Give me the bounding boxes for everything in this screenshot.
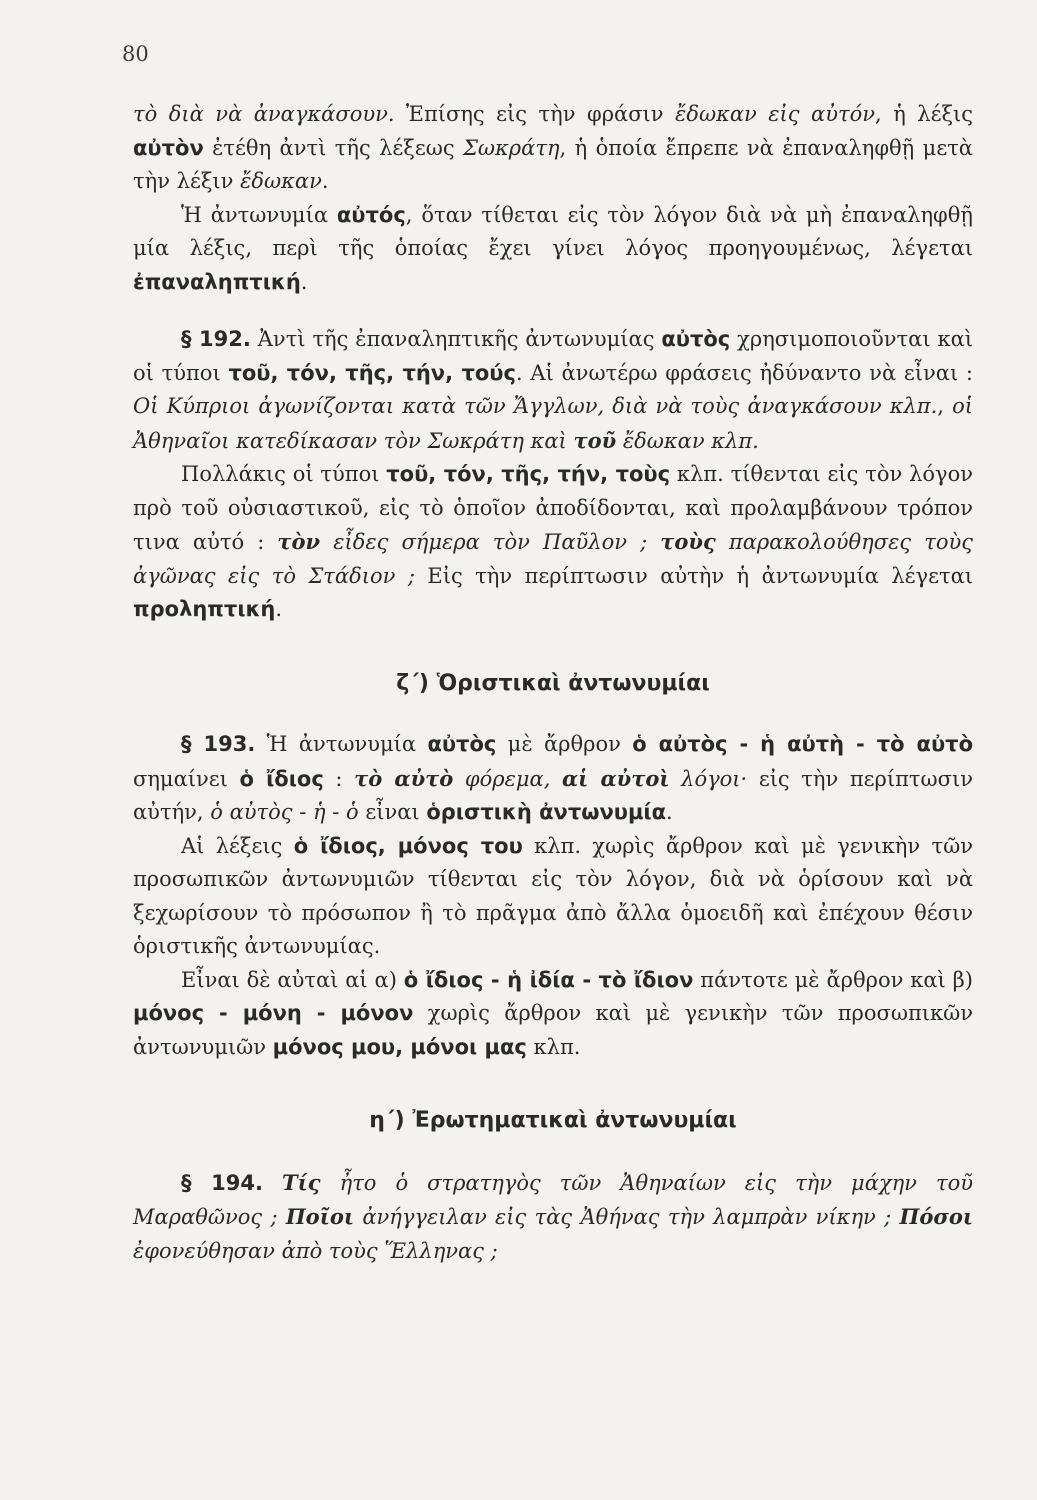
bold-term: ὁ αὐτὸς - ἡ αὐτὴ - τὸ αὐτὸ — [632, 732, 973, 756]
bold-term: τοῦ, τόν, τῆς, τήν, τοὺς — [386, 462, 671, 486]
text: , ἡ ὁποία ἔπρεπε νὰ ἐπαναληφθῇ μετὰ τὴν λέξιν — [133, 135, 973, 193]
text: Πολλάκις οἱ τύποι — [181, 462, 387, 486]
text: : — [323, 766, 355, 791]
text: Αἱ λέξεις — [181, 833, 294, 858]
section-number: § 192. — [181, 327, 251, 351]
text: πάντοτε μὲ ἄρθρον καὶ β) — [693, 967, 973, 992]
example: ἐφονεύθησαν ἀπὸ τοὺς Ἕλληνας ; — [133, 1238, 498, 1263]
bold-term: αὐτὸν — [133, 135, 204, 160]
bold-term: ὁ ἴδιος, μόνος του — [293, 833, 523, 858]
text: κλπ. τίθενται εἰς τὸν λόγον πρὸ τοῦ οὐσιαστικοῦ, εἰς τὸ ὁποῖον ἀποδίδονται, καὶ προλαμβάνουν τρόπον τινα αὐτό : — [133, 462, 973, 554]
bold-term: αὐτός — [336, 202, 406, 227]
section-heading-zeta: ζ΄) Ὁριστικαὶ ἀντωνυμίαι — [396, 670, 710, 696]
section-number: § 194. — [181, 1170, 263, 1195]
text: Ἡ ἀντωνυμία — [255, 732, 428, 756]
bold-term: μόνος - μόνη - μόνον — [133, 1001, 414, 1025]
text: . — [321, 169, 329, 193]
text: κλπ. — [526, 1034, 581, 1059]
section-number: § 193. — [181, 732, 256, 756]
text: . — [275, 597, 283, 621]
bold-term: τοὺς — [660, 529, 716, 554]
text: . — [666, 800, 673, 824]
text: , — [937, 394, 953, 418]
paragraph-section-192 — [133, 323, 973, 458]
bold-term: αὐτὸς — [427, 732, 497, 756]
example: παρακολούθησες τοὺς ἀγῶνας εἰς τὸ Στάδιον ; — [133, 530, 974, 588]
bold-term: ἐπαναληπτική — [133, 269, 301, 294]
example: ἦτο ὁ στρατηγὸς τῶν Ἀθηναίων εἰς τὴν μάχην τοῦ Μαραθῶνος ; — [133, 1170, 973, 1229]
example: ἀνήγγειλαν εἰς τὰς Ἀθήνας τὴν λαμπρὰν νίκην ; — [354, 1205, 900, 1229]
example: Οἱ Κύπριοι ἀγωνίζονται κατὰ τῶν Ἄγγλων, διὰ νὰ τοὺς ἀναγκάσουν κλπ. — [133, 394, 938, 418]
text: εἶναι — [358, 800, 427, 824]
text: ἐτέθη ἀντὶ τῆς λέξεως — [203, 135, 464, 160]
bold-term: ὁ ἴδιος - ἡ ἰδία - τὸ ἴδιον — [403, 967, 694, 992]
text: ἔδωκαν — [240, 169, 322, 193]
paragraph-4 — [133, 458, 973, 627]
page-number: 80 — [122, 42, 149, 66]
bold-term: ὁ ἴδιος — [239, 766, 324, 791]
text: εἰς τὴν περίπτωσιν αὐτήν, — [133, 766, 973, 824]
paragraph-2 — [133, 199, 973, 300]
text: ἔδωκαν εἰς αὐτόν — [675, 102, 876, 126]
paragraph-section-193 — [133, 728, 973, 830]
example: εἶδες σήμερα τὸν Παῦλον ; — [320, 530, 661, 554]
bold-term: Τίς — [282, 1169, 321, 1195]
text: τὸ διὰ νὰ ἀναγκάσουν. — [133, 102, 395, 126]
bold-term: τοῦ — [573, 427, 617, 453]
text: Εἶναι δὲ αὐταὶ αἱ α) — [181, 967, 404, 992]
example: φόρεμα, — [453, 766, 562, 791]
bold-term: Ποῖοι — [285, 1204, 355, 1229]
text — [616, 429, 623, 453]
text: Ἀντὶ τῆς ἐπαναληπτικῆς ἀντωνυμίας — [250, 327, 662, 351]
text: σημαίνει — [133, 766, 240, 791]
text: Εἰς τὴν περίπτωσιν αὐτὴν ἡ ἀντωνυμία λέγεται — [414, 563, 973, 588]
bold-term: μόνος μου, μόνοι μας — [272, 1034, 527, 1059]
text: . Αἱ ἀνωτέρω φράσεις ἠδύναντο νὰ εἶναι : — [515, 360, 973, 385]
text: . — [300, 269, 308, 294]
bold-term: προληπτική — [133, 597, 276, 621]
paragraph-7 — [133, 964, 973, 1065]
text: Σωκράτη — [463, 135, 560, 160]
bold-term: τὸν — [277, 529, 321, 554]
example: ἔδωκαν κλπ. — [622, 428, 759, 453]
text: κλπ. χωρὶς ἄρθρον καὶ μὲ γενικὴν τῶν προσωπικῶν ἀντωνυμιῶν τίθενται εἰς τὸν λόγον, διὰ νὰ ὁρίσουν καὶ νὰ ξεχωρίσουν τὸ πρόσωπον ἢ τὸ πρᾶγμα ἀπὸ ἄλλα ὁμοειδῆ καὶ ἐπέχουν θέσιν ὁριστικῆς ἀντωνυμίας. — [133, 833, 973, 958]
text: , ἡ λέξις — [875, 102, 974, 126]
example: ὁ αὐτὸς - ἡ - ὁ — [210, 800, 359, 824]
example: λόγοι· — [669, 766, 748, 791]
text: Ἐπίσης εἰς τὴν φράσιν — [394, 102, 676, 126]
text: , ὅταν τίθεται εἰς τὸν λόγον διὰ νὰ μὴ ἐπαναληφθῇ μία λέξις, περὶ τῆς ὁποίας ἔχει γίνει λόγος προηγουμένως, λέγεται — [133, 202, 973, 260]
text — [263, 1171, 282, 1195]
bold-term: Πόσοι — [899, 1204, 973, 1229]
paragraph-6 — [133, 830, 973, 964]
text: Ἡ ἀντωνυμία — [181, 202, 337, 227]
bold-term: τοῦ, τόν, τῆς, τήν, τούς — [228, 360, 516, 385]
paragraph-1 — [133, 98, 973, 199]
section-heading-eta: η΄) Ἐρωτηματικαὶ ἀντωνυμίαι — [369, 1108, 737, 1133]
bold-term: ὁριστικὴ ἀντωνυμία — [426, 800, 667, 824]
example: οἱ Ἀθηναῖοι κατεδίκασαν τὸν Σωκράτη καὶ — [133, 394, 973, 453]
text: μὲ ἄρθρον — [496, 732, 633, 756]
text: χρησιμοποιοῦνται καὶ οἱ τύποι — [133, 327, 973, 385]
page-body — [133, 98, 973, 1268]
bold-term: αἱ αὐτοὶ — [561, 765, 670, 791]
bold-term: αὐτὸς — [661, 327, 731, 351]
bold-term: τὸ αὐτὸ — [354, 765, 454, 791]
text: χωρὶς ἄρθρον καὶ μὲ γενικὴν τῶν προσωπικῶν ἀντωνυμιῶν — [133, 1001, 973, 1059]
paragraph-section-194 — [133, 1166, 973, 1269]
